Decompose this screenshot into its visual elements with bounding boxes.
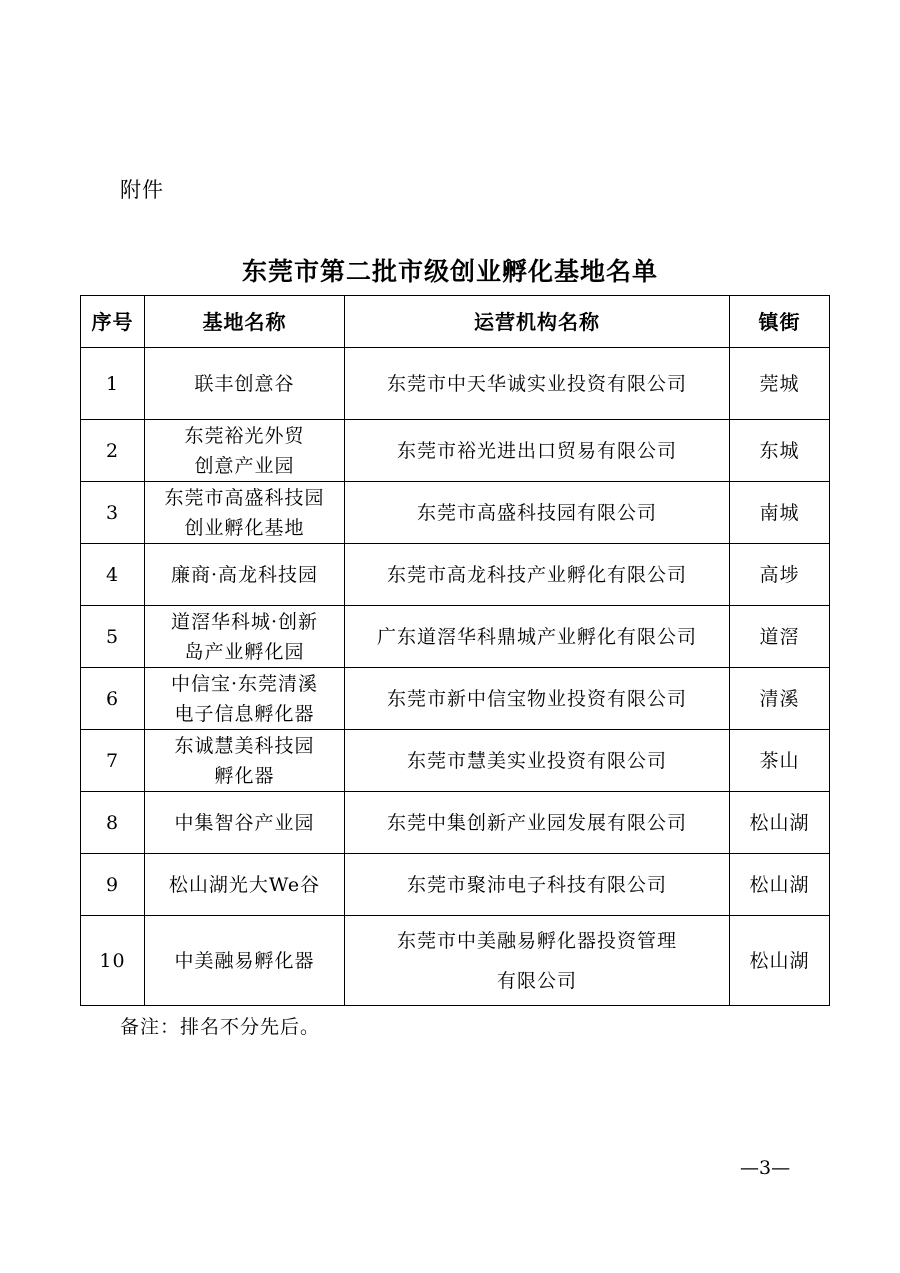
table-header-row — [81, 296, 830, 348]
header-no: 序号 — [81, 296, 145, 348]
header-town: 镇街 — [730, 296, 830, 348]
table-row — [81, 348, 830, 420]
document-title: 东莞市第二批市级创业孵化基地名单 — [241, 257, 658, 286]
base-name-cell: 道滘华科城·创新 岛产业孵化园 — [145, 606, 345, 668]
town-cell: 莞城 — [730, 348, 830, 420]
town-cell: 松山湖 — [730, 792, 830, 854]
base-name-cell: 中集智谷产业园 — [145, 792, 345, 854]
base-name-cell: 中美融易孵化器 — [145, 916, 345, 1006]
table-row — [81, 668, 830, 730]
base-name-cell: 松山湖光大We谷 — [145, 854, 345, 916]
operator-cell: 东莞市中天华诚实业投资有限公司 — [345, 348, 730, 420]
header-operator: 运营机构名称 — [345, 296, 730, 348]
row-number-cell: 2 — [81, 420, 145, 482]
base-name-cell: 联丰创意谷 — [145, 348, 345, 420]
table-row — [81, 606, 830, 668]
operator-cell: 东莞市新中信宝物业投资有限公司 — [345, 668, 730, 730]
row-number-cell: 7 — [81, 730, 145, 792]
table-row — [81, 854, 830, 916]
base-name-cell: 东莞市高盛科技园 创业孵化基地 — [145, 482, 345, 544]
operator-cell: 东莞市慧美实业投资有限公司 — [345, 730, 730, 792]
operator-cell: 广东道滘华科鼎城产业孵化有限公司 — [345, 606, 730, 668]
town-cell: 清溪 — [730, 668, 830, 730]
row-number-cell: 5 — [81, 606, 145, 668]
base-name-cell: 东莞裕光外贸 创意产业园 — [145, 420, 345, 482]
header-base-name: 基地名称 — [145, 296, 345, 348]
operator-cell: 东莞中集创新产业园发展有限公司 — [345, 792, 730, 854]
table-body — [81, 348, 830, 1006]
row-number-cell: 6 — [81, 668, 145, 730]
town-cell: 高埗 — [730, 544, 830, 606]
operator-cell: 东莞市中美融易孵化器投资管理 有限公司 — [345, 916, 730, 1006]
base-name-cell: 东诚慧美科技园 孵化器 — [145, 730, 345, 792]
operator-cell: 东莞市聚沛电子科技有限公司 — [345, 854, 730, 916]
row-number-cell: 10 — [81, 916, 145, 1006]
table-row — [81, 420, 830, 482]
incubator-table — [80, 295, 830, 1006]
base-name-cell: 廉商·高龙科技园 — [145, 544, 345, 606]
row-number-cell: 9 — [81, 854, 145, 916]
table-row — [81, 792, 830, 854]
town-cell: 道滘 — [730, 606, 830, 668]
row-number-cell: 4 — [81, 544, 145, 606]
note: 备注：排名不分先后。 — [120, 1016, 321, 1038]
base-name-cell: 中信宝·东莞清溪 电子信息孵化器 — [145, 668, 345, 730]
table-row — [81, 916, 830, 1006]
table-row — [81, 482, 830, 544]
town-cell: 松山湖 — [730, 854, 830, 916]
operator-cell: 东莞市裕光进出口贸易有限公司 — [345, 420, 730, 482]
table-row — [81, 544, 830, 606]
operator-cell: 东莞市高盛科技园有限公司 — [345, 482, 730, 544]
row-number-cell: 3 — [81, 482, 145, 544]
row-number-cell: 1 — [81, 348, 145, 420]
town-cell: 南城 — [730, 482, 830, 544]
attachment-label: 附件 — [120, 178, 164, 202]
page-number: —3— — [740, 1157, 791, 1179]
table-row — [81, 730, 830, 792]
town-cell: 松山湖 — [730, 916, 830, 1006]
operator-cell: 东莞市高龙科技产业孵化有限公司 — [345, 544, 730, 606]
row-number-cell: 8 — [81, 792, 145, 854]
town-cell: 茶山 — [730, 730, 830, 792]
town-cell: 东城 — [730, 420, 830, 482]
